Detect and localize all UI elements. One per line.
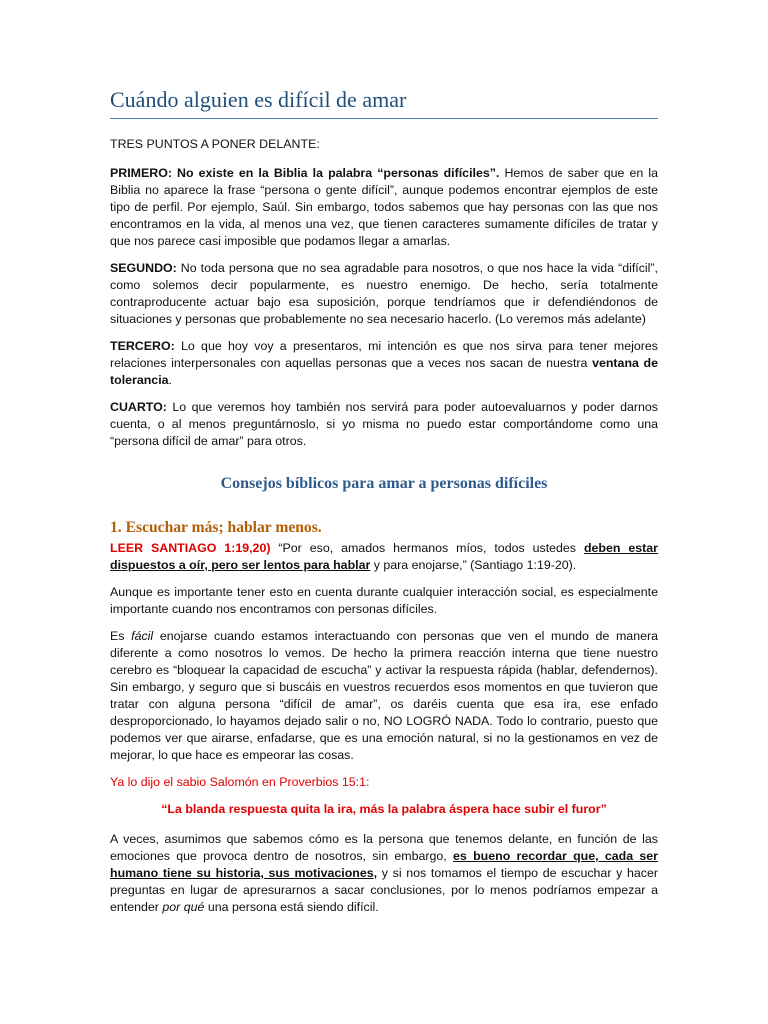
sub-heading: 1. Escuchar más; hablar menos. (110, 519, 322, 536)
paragraph-segundo (110, 260, 658, 328)
a-veces-text-1: A veces, asumimos que sabemos cómo es la persona que tenemos delante, en función de las emociones que provoca dentro de nosotros, sin embargo, (110, 832, 658, 863)
a-veces-text-3: una persona está siendo difícil. (204, 900, 379, 914)
cuarto-text: Lo que veremos hoy también nos servirá para poder autoevaluarnos y poder darnos cuenta, o al menos preguntárnoslo, si yo misma no puedo estar comportándome como una “persona difícil de amar” para otros. (110, 400, 658, 448)
a-veces-italic: por qué (162, 900, 205, 914)
document-title: Cuándo alguien es difícil de amar (110, 86, 658, 119)
primero-label: PRIMERO: (110, 166, 172, 180)
scripture-reference: LEER SANTIAGO 1:19,20) (110, 541, 271, 555)
paragraph-santiago (110, 540, 658, 574)
proverbios-intro: Ya lo dijo el sabio Salomón en Proverbios 15:1: (110, 775, 370, 789)
proverbios-quote: “La blanda respuesta quita la ira, más la palabra áspera hace subir el furor” (161, 802, 607, 816)
section-heading: Consejos bíblicos para amar a personas difíciles (220, 475, 548, 492)
paragraph-cuarto (110, 399, 658, 450)
santiago-emphasis: deben estar dispuestos a oír, pero ser lentos para hablar (110, 541, 658, 572)
santiago-text-1: “Por eso, amados hermanos míos, todos ustedes (270, 541, 584, 555)
primero-text: Hemos de saber que en la Biblia no aparece la frase “persona o gente difícil”, aunque podemos encontrar ejemplos de este tipo de perfil. Por ejemplo, Saúl. Sin embargo, todos sabemos que hay personas con las que nos encontramos en la vida, al menos una vez, que tienen caracteres sumamente difíciles de tratar y que nos parece casi imposible que podamos llegar a amarlas. (110, 166, 658, 248)
tercero-text: Lo que hoy voy a presentaros, mi intención es que nos sirva para tener mejores relaciones interpersonales con aquellas personas que a veces nos sacan de nuestra (110, 339, 658, 370)
paragraph-tercero (110, 338, 658, 389)
tercero-bold-phrase: ventana de tolerancia (110, 356, 659, 387)
paragraph-importance: Aunque es importante tener esto en cuenta durante cualquier interacción social, es especialmente importante cuando nos encontramos con personas difíciles. (110, 585, 658, 616)
tercero-end: . (168, 373, 172, 387)
paragraph-a-veces (110, 831, 658, 916)
paragraph-facil (110, 628, 658, 764)
cuarto-label: CUARTO: (110, 400, 167, 414)
facil-start: Es (110, 629, 132, 643)
document-page (110, 86, 658, 926)
facil-italic: fácil (131, 629, 154, 643)
paragraph-primero (110, 165, 658, 250)
segundo-text: No toda persona que no sea agradable para nosotros, o que nos hace la vida “difícil”, como solemos decir popularmente, es nuestro enemigo. De hecho, sería totalmente contraproducente actuar bajo esa suposición, porque tendríamos que ir defendiéndonos de situaciones y personas que probablemente no sea necesario hacerlo. (Lo veremos más adelante) (110, 261, 658, 326)
a-veces-emphasis: es bueno recordar que, cada ser humano tiene su historia, sus motivaciones, (110, 849, 658, 880)
primero-bold-statement: No existe en la Biblia la palabra “personas difíciles”. (171, 166, 500, 180)
intro-line: TRES PUNTOS A PONER DELANTE: (110, 137, 320, 151)
facil-text: enojarse cuando estamos interactuando con personas que ven el mundo de manera diferente a como nosotros lo vemos. De hecho la primera reacción interna que tiene nuestro cerebro es “bloquear la capacidad de escucha” y activar la respuesta rápida (hablar, defendernos). Sin embargo, y seguro que si buscáis en vuestros recuerdos esos momentos en que tuvieron que tratar con alguna persona “difícil de amar”, os daréis cuenta que esa ira, ese enfado desproporcionado, lo hayamos dejado salir o no, NO LOGRÓ NADA. Todo lo contrario, puesto que podemos ver que airarse, enfadarse, que es una emoción natural, si no la gestionamos en vez de mejorar, lo que hace es empeorar las cosas. (110, 629, 658, 762)
a-veces-text-2: y si nos tomamos el tiempo de escuchar y hacer preguntas en lugar de apresurarnos a sacar conclusiones, por lo menos podríamos empezar a entender (110, 866, 658, 914)
segundo-label: SEGUNDO: (110, 261, 177, 275)
santiago-text-2: y para enojarse,” (Santiago 1:19-20). (370, 558, 577, 572)
tercero-label: TERCERO: (110, 339, 175, 353)
